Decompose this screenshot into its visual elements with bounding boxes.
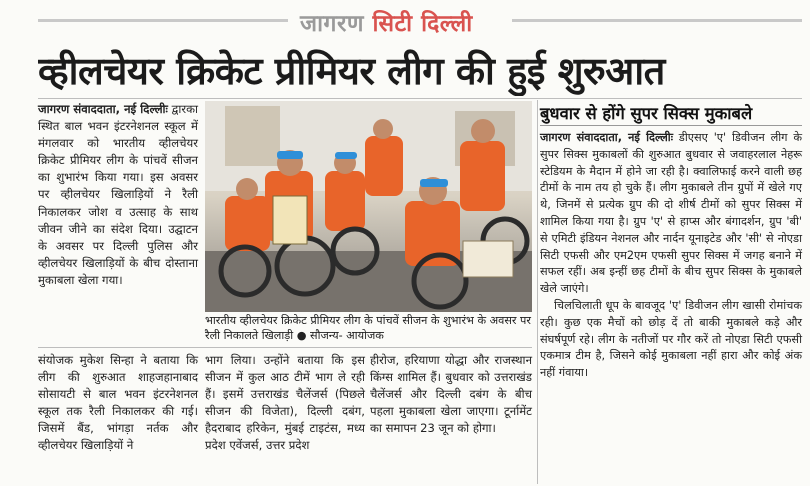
story-para-2c: हीरोज, हरियाणा योद्धा और राजस्थान किंग्स शामिल हैं। बुधवार को उत्तराखंड चैलेंजर्स और दिल्ली दबंग के बीच पहला मुकाबला खेला जाएगा। टूर्नामेंट का समापन 23 जून को होगा। xyxy=(370,353,532,436)
story-para-2a: संयोजक मुकेश सिन्हा ने बताया कि लीग की शुरुआत शाहजहानाबाद सोसायटी से बाल भवन इंटरनेशनल स्कूल तक रैली निकालकर की गई। जिसमें बैंड, भांगड़ा नर्तक और व्हीलचेयर खिलाड़ियों ने xyxy=(38,353,198,453)
side-story-para-1: डीएसए 'ए' डिवीजन लीग के सुपर सिक्स मुकाबलों की शुरुआत बुधवार से जवाहरलाल नेहरू स्टेडियम के मैदान में होने जा रही है। क्वालिफाई करने वाली छह टीमों के नाम तय हो चुके हैं। लीग मुकाबले तीन ग्रुपों में खेले गए थे, जिनमें से प्रत्येक ग्रुप की दो शीर्ष टीमों को सुपर सिक्स में शामिल किया गया है। ग्रुप 'ए' से हाप्स और बंगादर्शन, ग्रुप 'बी' से एमिटी इंडियन नेशनल और नार्दन यूनाइटेड और 'सी' से नोएडा सिटी एफसी और एम2एम एफसी सुपर सिक्स में जगह बनाने में सफल रहीं। अब इन्हीं छह टीमों के बीच सुपर सिक्स के मुकाबले खेले जाएंगे। xyxy=(540,131,802,296)
story-column-2c xyxy=(370,352,532,437)
story-para-1: द्वारका स्थित बाल भवन इंटरनेशनल स्कूल में मंगलवार को भारतीय व्हीलचेयर क्रिकेट प्रीमियर लीग के पांचवें सीजन का शुभारंभ किया गया। इस अवसर पर व्हीलचेयर खिलाड़ियों ने रैली निकालकर जोश व उत्साह के साथ जीवन जीने का संदेश दिया। उद्घाटन के अवसर पर दिल्ली पुलिस और व्हीलचेयर खिलाड़ियों के बीच दोस्ताना मुकाबला खेला गया। xyxy=(38,102,198,287)
column-divider xyxy=(537,100,538,484)
masthead-title xyxy=(300,6,473,38)
masthead-place: दिल्ली xyxy=(421,11,473,37)
story-column-1 xyxy=(38,101,198,289)
masthead-rule-left xyxy=(38,19,288,22)
masthead-brand: जागरण xyxy=(300,11,365,37)
side-story-dateline: जागरण संवाददाता, नई दिल्लीः xyxy=(540,131,673,144)
headline-divider xyxy=(38,98,802,99)
page-headline: व्हीलचेयर क्रिकेट प्रीमियर लीग की हुई शुरुआत xyxy=(38,49,665,93)
side-story-headline: बुधवार से होंगे सुपर सिक्स मुकाबले xyxy=(540,101,802,126)
rally-photo-illustration xyxy=(205,101,532,312)
side-story-body xyxy=(540,130,802,382)
story-para-2b: भाग लिया। उन्होंने बताया कि इस सीजन में कुल आठ टीमें भाग ले रही हैं। इसमें उत्तराखंड चैलेंजर्स (पिछले सीजन की विजेता), दिल्ली दबंग, हैदराबाद हरिकेन, मुंबई टाइटंस, मध्य प्रदेश एवेंजर्स, उत्तर प्रदेश xyxy=(205,353,365,453)
rally-photo xyxy=(205,101,532,312)
masthead-rule-right xyxy=(512,19,802,22)
photo-caption: भारतीय व्हीलचेयर क्रिकेट प्रीमियर लीग के पांचवें सीजन के शुभारंभ के अवसर पर रैली निकालते खिलाड़ी ● सौजन्य- आयोजक xyxy=(205,314,531,342)
masthead xyxy=(0,0,810,40)
masthead-city: सिटी xyxy=(372,11,413,37)
story-dateline: जागरण संवाददाता, नई दिल्लीः xyxy=(38,102,168,116)
story-column-2a xyxy=(38,352,198,455)
story-column-2b xyxy=(205,352,365,455)
side-story-para-2: चिलचिलाती धूप के बावजूद 'ए' डिवीजन लीग खासी रोमांचक रही। कुछ एक मैचों को छोड़ दें तो बाकी मुकाबले कड़े और संघर्षपूर्ण रहे। लीग के नतीजों पर गौर करें तो नोएडा सिटी एफसी एकमात्र टीम है, जिसने कोई मुकाबला नहीं हारा और कोई अंक नहीं गंवाया। xyxy=(540,298,802,380)
caption-divider xyxy=(38,347,532,348)
